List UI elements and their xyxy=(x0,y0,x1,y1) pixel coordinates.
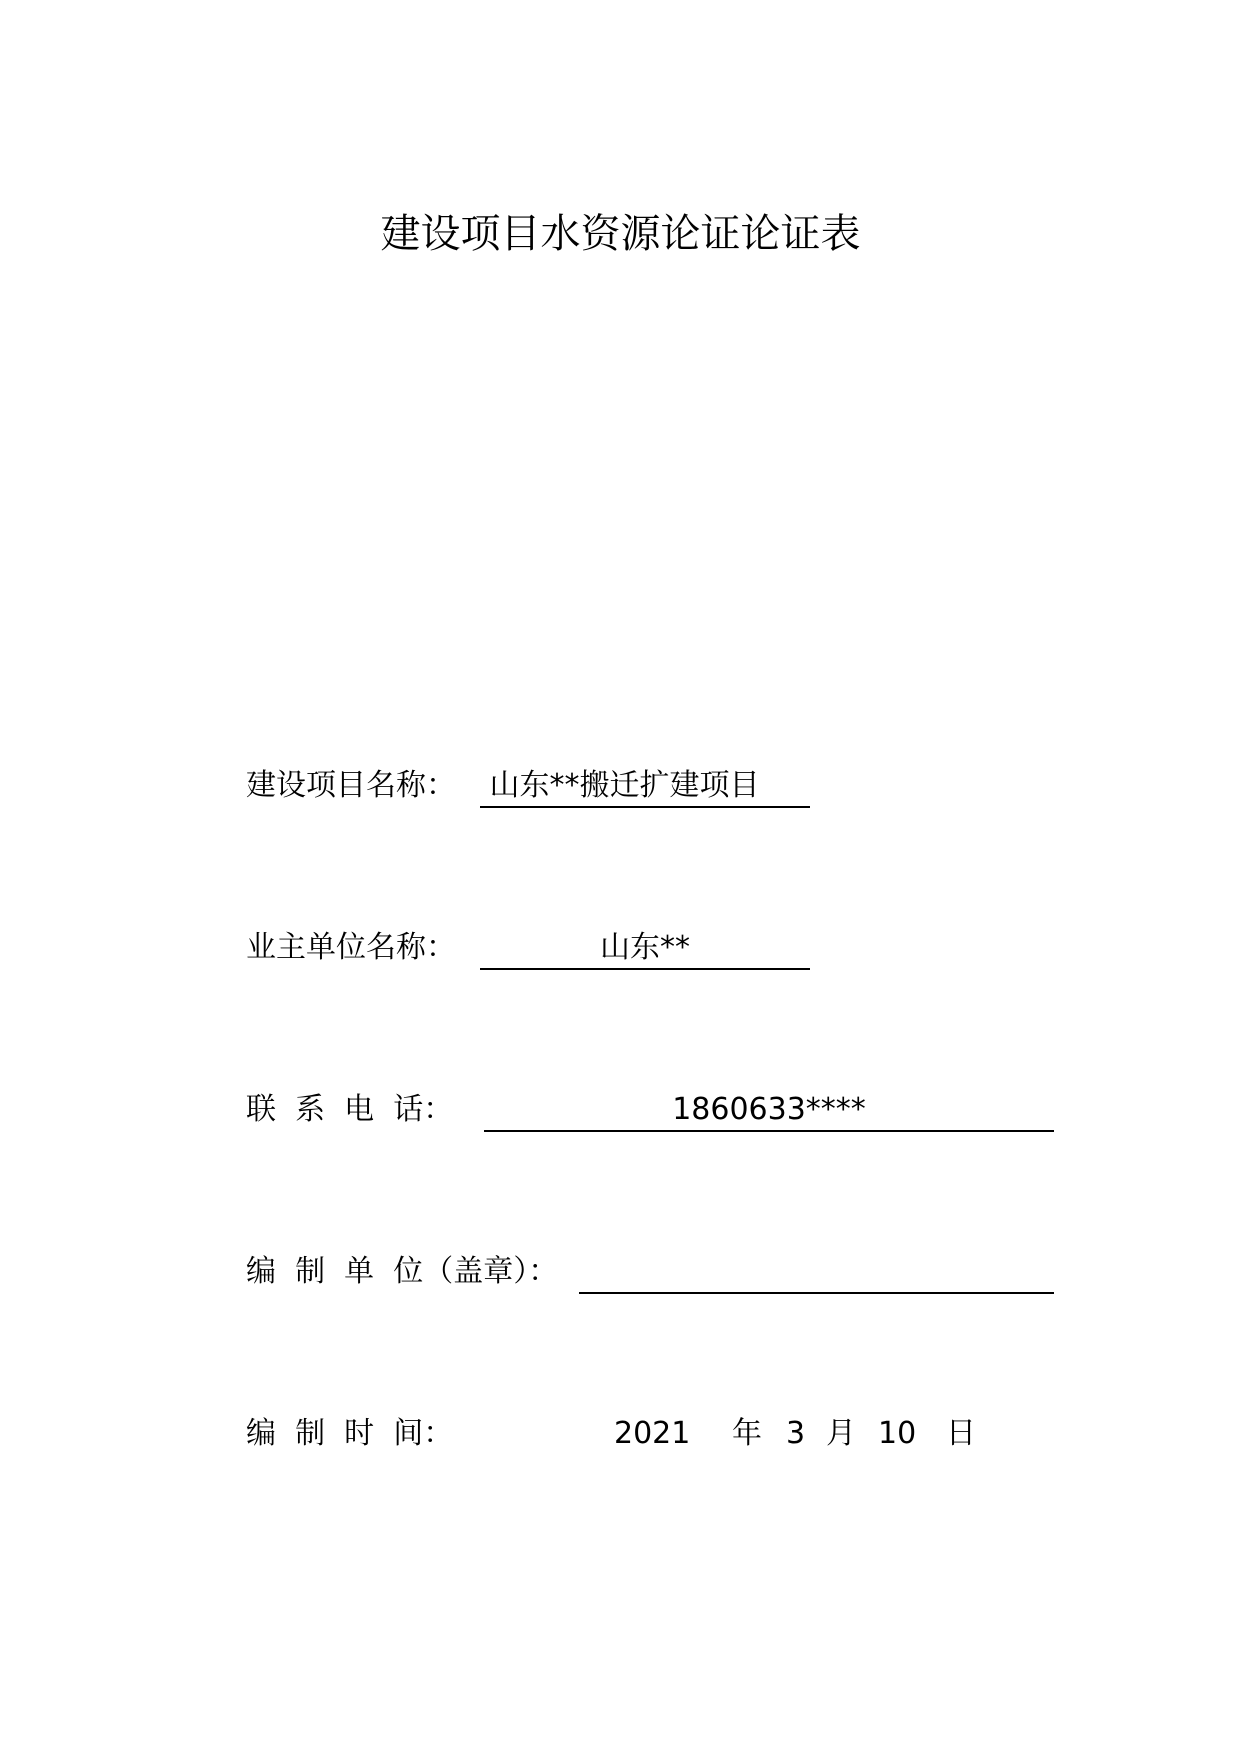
document-title: 建设项目水资源论证论证表 xyxy=(380,211,861,257)
owner-name-value: 山东** xyxy=(480,928,810,970)
project-name-row xyxy=(246,766,826,808)
phone-row xyxy=(246,1090,1056,1132)
owner-name-label: 业主单位名称： xyxy=(246,930,456,965)
compiler-row xyxy=(246,1252,1056,1294)
date-row xyxy=(246,1414,1056,1456)
date-day-unit: 日 xyxy=(946,1416,976,1451)
phone-label: 联 系 电 话： xyxy=(246,1092,454,1127)
date-day: 10 xyxy=(878,1416,917,1451)
project-name-label: 建设项目名称： xyxy=(246,768,456,803)
date-month-unit: 月 xyxy=(826,1416,856,1451)
date-month: 3 xyxy=(786,1416,806,1451)
compiler-label: 编 制 单 位（盖章）： xyxy=(246,1254,559,1289)
project-name-value: 山东**搬迁扩建项目 xyxy=(480,766,810,808)
date-label: 编 制 时 间： xyxy=(246,1416,454,1451)
phone-value: 1860633**** xyxy=(484,1090,1054,1132)
owner-name-row xyxy=(246,928,826,970)
date-year-unit: 年 xyxy=(732,1416,762,1451)
date-year: 2021 xyxy=(614,1416,691,1451)
compiler-value-line xyxy=(579,1252,1054,1294)
